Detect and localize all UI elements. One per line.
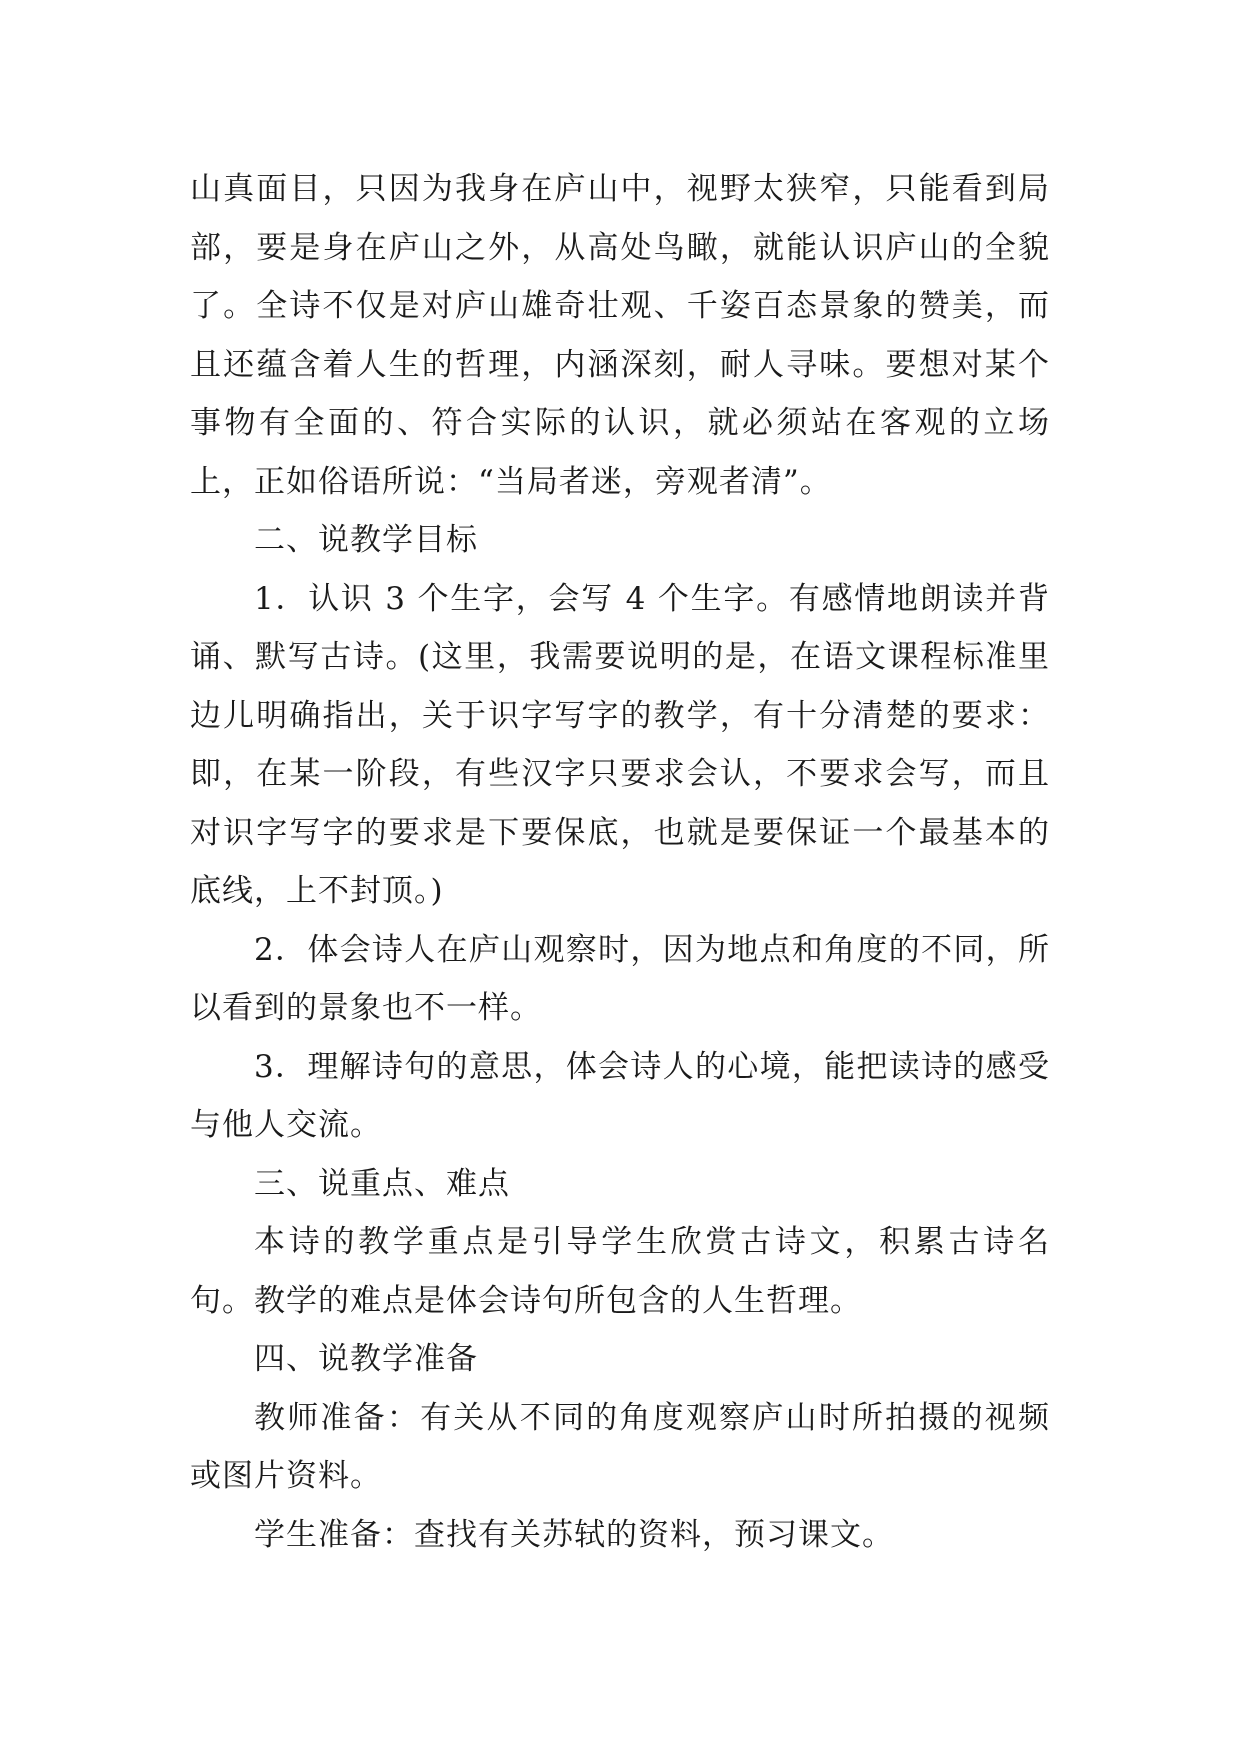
paragraph-student-preparation: 学生准备：查找有关苏轼的资料，预习课文。 xyxy=(254,1516,894,1553)
paragraph-objective-3: 3．理解诗句的意思，体会诗人的心境，能把读诗的感受与他人交流。 xyxy=(190,1048,1050,1143)
paragraph-objective-2: 2．体会诗人在庐山观察时，因为地点和角度的不同，所以看到的景象也不一样。 xyxy=(190,931,1050,1026)
paragraph-key-points: 本诗的教学重点是引导学生欣赏古诗文，积累古诗名句。教学的难点是体会诗句所包含的人生哲理。 xyxy=(190,1224,1050,1319)
heading-teaching-objectives: 二、说教学目标 xyxy=(254,522,478,558)
heading-key-points: 三、说重点、难点 xyxy=(254,1165,510,1202)
paragraph-intro-continuation: 山真面目，只因为我身在庐山中，视野太狭窄，只能看到局部，要是身在庐山之外，从高处鸟瞰，就能认识庐山的全貌了。全诗不仅是对庐山雄奇壮观、千姿百态景象的赞美，而且还蕴含着人生的哲理，内涵深刻，耐人寻味。要想对某个事物有全面的、符合实际的认识，就必须站在客观的立场上，正如俗语所说：“当局者迷，旁观者清”。 xyxy=(190,171,1050,500)
document-body xyxy=(190,160,1050,1564)
heading-teaching-preparation: 四、说教学准备 xyxy=(254,1341,478,1377)
paragraph-objective-1: 1．认识 3 个生字，会写 4 个生字。有感情地朗读并背诵、默写古诗。(这里，我需要说明的是，在语文课程标准里边儿明确指出，关于识字写字的教学，有十分清楚的要求：即，在某一阶段，有些汉字只要求会认，不要求会写，而且对识字写字的要求是下要保底，也就是要保证一个最基本的底线，上不封顶。) xyxy=(190,580,1050,909)
paragraph-teacher-preparation: 教师准备：有关从不同的角度观察庐山时所拍摄的视频或图片资料。 xyxy=(190,1399,1050,1494)
